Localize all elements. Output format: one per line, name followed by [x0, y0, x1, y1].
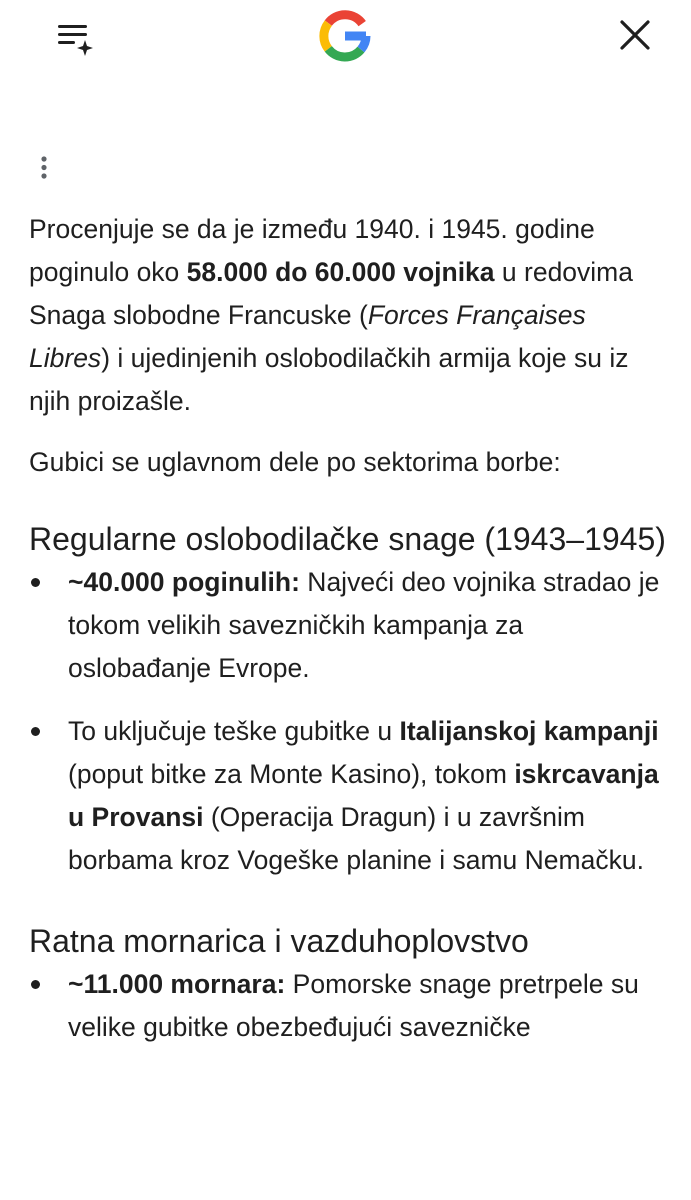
- more-vert-icon: [31, 150, 57, 186]
- navy-airforce-list: [29, 963, 669, 1049]
- intro-italic-term: Forces Françaises Libres: [29, 300, 586, 373]
- list-item-bold: ~11.000 mornara:: [68, 969, 286, 999]
- list-item-text: To uključuje teške gubitke u: [68, 716, 400, 746]
- intro-text-3: ) i ujedinjenih oslobodilačkih armija koje su iz njih proizašle.: [29, 343, 629, 416]
- list-item-bold: ~40.000 poginulih:: [68, 567, 300, 597]
- list-item-text: Najveći deo vojnika stradao je tokom velikih savezničkih kampanja za oslobađanje Evrope.: [68, 567, 660, 683]
- answer-content: [29, 208, 669, 1049]
- close-icon: [614, 14, 656, 56]
- regular-forces-list: [29, 561, 669, 882]
- list-item: [29, 963, 669, 1049]
- google-g-logo: [316, 7, 374, 65]
- sparkle-list-icon: [52, 16, 98, 58]
- more-options-button[interactable]: [31, 150, 57, 186]
- bottom-fade-overlay: [0, 1140, 691, 1200]
- menu-button[interactable]: [52, 16, 98, 58]
- list-item: [29, 561, 669, 690]
- intro-bold-figure: 58.000 do 60.000 vojnika: [186, 257, 495, 287]
- section-heading-regular-forces: Regularne oslobodilačke snage (1943–1945): [29, 521, 666, 557]
- section-heading-navy-airforce: Ratna mornarica i vazduhoplovstvo: [29, 923, 529, 959]
- intro-text-2: u redovima Snaga slobodne Francuske (: [29, 257, 633, 330]
- close-button[interactable]: [614, 14, 656, 56]
- list-item: [29, 710, 669, 882]
- sectors-paragraph: Gubici se uglavnom dele po sektorima borbe:: [29, 447, 561, 477]
- list-item-text: (poput bitke za Monte Kasino), tokom: [68, 759, 515, 789]
- list-item-text: Pomorske snage pretrpele su velike gubitke obezbeđujući savezničke: [68, 969, 639, 1042]
- google-logo[interactable]: [316, 7, 374, 65]
- list-item-bold: iskrcavanja u Provansi: [68, 759, 659, 832]
- list-item-bold: Italijanskoj kampanji: [399, 716, 659, 746]
- list-item-text: (Operacija Dragun) i u završnim borbama kroz Vogeške planine i samu Nemačku.: [68, 802, 644, 875]
- intro-paragraph: [29, 208, 669, 423]
- top-bar: [0, 0, 691, 80]
- intro-text-1: Procenjuje se da je između 1940. i 1945. godine poginulo oko: [29, 214, 595, 287]
